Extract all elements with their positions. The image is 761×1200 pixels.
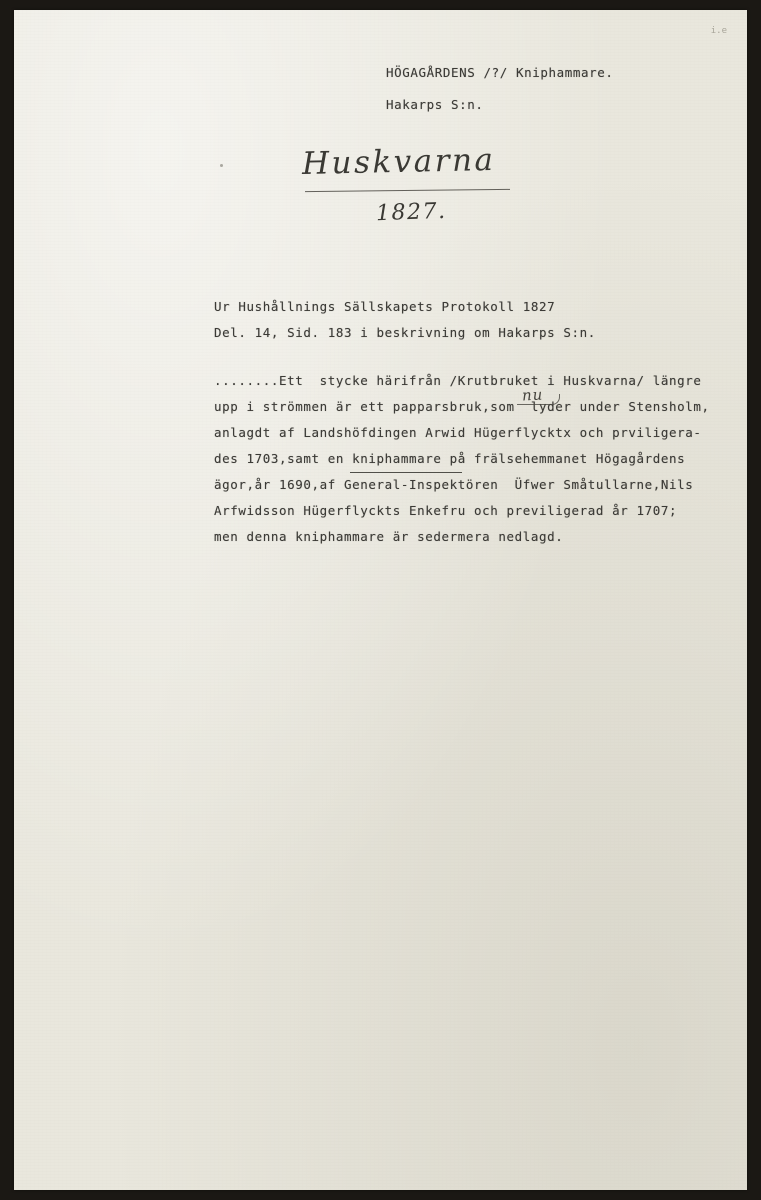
handwritten-year: 1827. (375, 198, 447, 227)
kniphammare-underline (350, 472, 462, 473)
source-reference-line-1: Ur Hushållnings Sällskapets Protokoll 1827 (214, 299, 556, 314)
body-line-7: men denna kniphammare är sedermera nedlagd. (214, 529, 564, 544)
body-line-1: ........Ett stycke härifrån /Krutbruket i Huskvarna/ längre (214, 373, 702, 388)
header-title-line: HÖGAGÅRDENS /?/ Kniphammare. (386, 65, 614, 80)
handwritten-title-underline (305, 189, 510, 192)
body-line-3: anlagdt af Landshöfdingen Arwid Hügerflycktx och prviligera- (214, 425, 702, 440)
paper-grain-texture (14, 10, 747, 1190)
handwritten-insertion-nu: nu (521, 385, 544, 405)
body-line-6: Arfwidsson Hügerflyckts Enkefru och previligerad år 1707; (214, 503, 678, 518)
body-line-4: des 1703,samt en kniphammare på frälsehemmanet Högagårdens (214, 451, 686, 466)
corner-pencil-mark: i.e (710, 26, 727, 36)
handwritten-title: Huskvarna (301, 141, 496, 183)
margin-pencil-dot (220, 164, 223, 167)
source-reference-block (214, 294, 596, 346)
body-text-block (214, 368, 710, 550)
body-line-5: ägor,år 1690,af General-Inspektören Üfwer Småtullarne,Nils (214, 477, 694, 492)
source-reference-line-2: Del. 14, Sid. 183 i beskrivning om Hakarps S:n. (214, 325, 596, 340)
document-page (14, 10, 747, 1190)
body-line-2: upp i strömmen är ett papparsbruk,som lyder under Stensholm, (214, 399, 710, 414)
header-parish-line: Hakarps S:n. (386, 97, 484, 112)
